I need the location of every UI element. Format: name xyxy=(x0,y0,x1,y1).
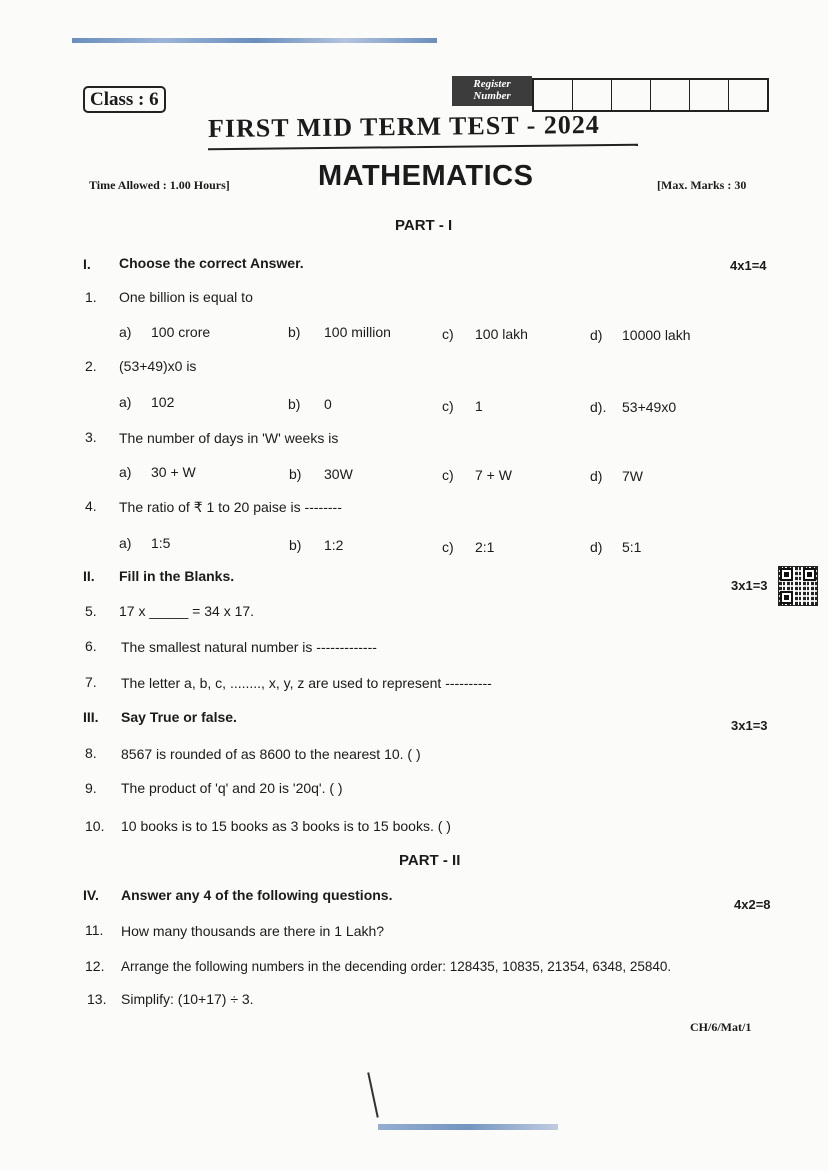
exam-title: FIRST MID TERM TEST - 2024 xyxy=(207,109,600,144)
option-text: 5:1 xyxy=(622,539,642,555)
option-label: b) xyxy=(289,466,302,482)
section-1-title: Choose the correct Answer. xyxy=(119,255,304,271)
section-3-marks: 3x1=3 xyxy=(731,718,768,733)
question-number: 12. xyxy=(85,958,105,974)
question-number: 1. xyxy=(85,289,97,305)
option-text: 30 + W xyxy=(151,464,196,480)
option-label: d). xyxy=(590,399,607,415)
register-label-line1: Register xyxy=(473,78,511,90)
option-label: c) xyxy=(442,326,454,342)
question-1-text: One billion is equal to xyxy=(119,289,253,305)
question-11-text: How many thousands are there in 1 Lakh? xyxy=(121,923,385,939)
pen-mark xyxy=(367,1072,379,1117)
register-digit-box[interactable] xyxy=(650,80,689,110)
option-text: 30W xyxy=(324,466,353,482)
register-label-line2: Number xyxy=(473,90,511,102)
option-label: a) xyxy=(119,464,132,480)
question-13-text: Simplify: (10+17) ÷ 3. xyxy=(121,991,254,1007)
question-2-text: (53+49)x0 is xyxy=(119,358,197,374)
register-number-label xyxy=(452,76,532,106)
question-6-text: The smallest natural number is ------------- xyxy=(121,639,377,655)
section-2-title: Fill in the Blanks. xyxy=(119,568,235,584)
subject-title: MATHEMATICS xyxy=(318,160,534,192)
option-text: 7 + W xyxy=(475,467,512,483)
option-label: b) xyxy=(289,537,302,553)
bottom-decorative-stripe xyxy=(378,1124,558,1130)
section-2-marks: 3x1=3 xyxy=(731,578,768,593)
question-7-text: The letter a, b, c, ........, x, y, z are used to represent ---------- xyxy=(121,675,492,691)
register-digit-box[interactable] xyxy=(534,80,572,110)
paper-code: CH/6/Mat/1 xyxy=(690,1020,752,1034)
question-number: 6. xyxy=(85,638,97,654)
qr-code-icon xyxy=(778,566,818,606)
class-label: Class : 6 xyxy=(83,86,166,113)
option-label: a) xyxy=(119,324,132,340)
top-decorative-stripe xyxy=(72,38,437,43)
option-text: 0 xyxy=(324,396,332,412)
section-2-number: II. xyxy=(83,568,95,584)
option-label: b) xyxy=(288,396,301,412)
option-label: d) xyxy=(590,327,603,343)
question-number: 13. xyxy=(87,991,107,1007)
option-text: 100 million xyxy=(324,324,391,340)
section-3-title: Say True or false. xyxy=(121,709,237,725)
time-allowed: Time Allowed : 1.00 Hours] xyxy=(89,178,230,192)
question-number: 5. xyxy=(85,603,97,619)
option-text: 10000 lakh xyxy=(622,327,691,343)
section-4-title: Answer any 4 of the following questions. xyxy=(121,887,393,903)
option-text: 100 lakh xyxy=(475,326,528,342)
section-3-number: III. xyxy=(83,709,99,725)
part-2-heading: PART - II xyxy=(399,852,461,869)
register-digit-box[interactable] xyxy=(728,80,767,110)
section-1-number: I. xyxy=(83,256,91,272)
question-number: 4. xyxy=(85,498,97,514)
question-number: 11. xyxy=(85,922,104,938)
section-4-marks: 4x2=8 xyxy=(734,897,771,912)
question-10-text: 10 books is to 15 books as 3 books is to 15 books. ( ) xyxy=(121,818,451,834)
option-label: b) xyxy=(288,324,301,340)
register-digit-box[interactable] xyxy=(611,80,650,110)
option-label: c) xyxy=(442,398,454,414)
question-4-text: The ratio of ₹ 1 to 20 paise is -------- xyxy=(119,499,342,515)
option-text: 1:5 xyxy=(151,535,171,551)
max-marks: [Max. Marks : 30 xyxy=(657,178,747,192)
question-number: 3. xyxy=(85,429,97,445)
option-text: 53+49x0 xyxy=(622,399,677,415)
option-label: c) xyxy=(442,539,454,555)
register-number-boxes[interactable] xyxy=(532,78,769,112)
option-text: 1:2 xyxy=(324,537,344,553)
option-text: 7W xyxy=(622,468,643,484)
option-text: 1 xyxy=(475,398,483,414)
option-label: c) xyxy=(442,467,454,483)
question-12-text: Arrange the following numbers in the decending order: 128435, 10835, 21354, 6348, 25840. xyxy=(121,959,672,974)
question-number: 2. xyxy=(85,358,97,374)
title-underline xyxy=(208,144,638,151)
question-9-text: The product of 'q' and 20 is '20q'. ( ) xyxy=(121,780,343,796)
question-number: 7. xyxy=(85,674,97,690)
register-digit-box[interactable] xyxy=(572,80,611,110)
option-label: a) xyxy=(119,535,132,551)
section-4-number: IV. xyxy=(83,887,99,903)
option-label: d) xyxy=(590,539,603,555)
option-text: 2:1 xyxy=(475,539,495,555)
question-number: 10. xyxy=(85,818,105,834)
register-digit-box[interactable] xyxy=(689,80,728,110)
option-text: 100 crore xyxy=(151,324,211,340)
option-label: a) xyxy=(119,394,132,410)
section-1-marks: 4x1=4 xyxy=(730,258,767,273)
question-8-text: 8567 is rounded of as 8600 to the nearest 10. ( ) xyxy=(121,746,421,762)
question-5-text: 17 x _____ = 34 x 17. xyxy=(119,603,255,619)
option-label: d) xyxy=(590,468,603,484)
question-number: 8. xyxy=(85,745,97,761)
question-number: 9. xyxy=(85,780,97,796)
part-1-heading: PART - I xyxy=(395,217,453,234)
option-text: 102 xyxy=(151,394,175,410)
question-3-text: The number of days in 'W' weeks is xyxy=(119,430,339,446)
